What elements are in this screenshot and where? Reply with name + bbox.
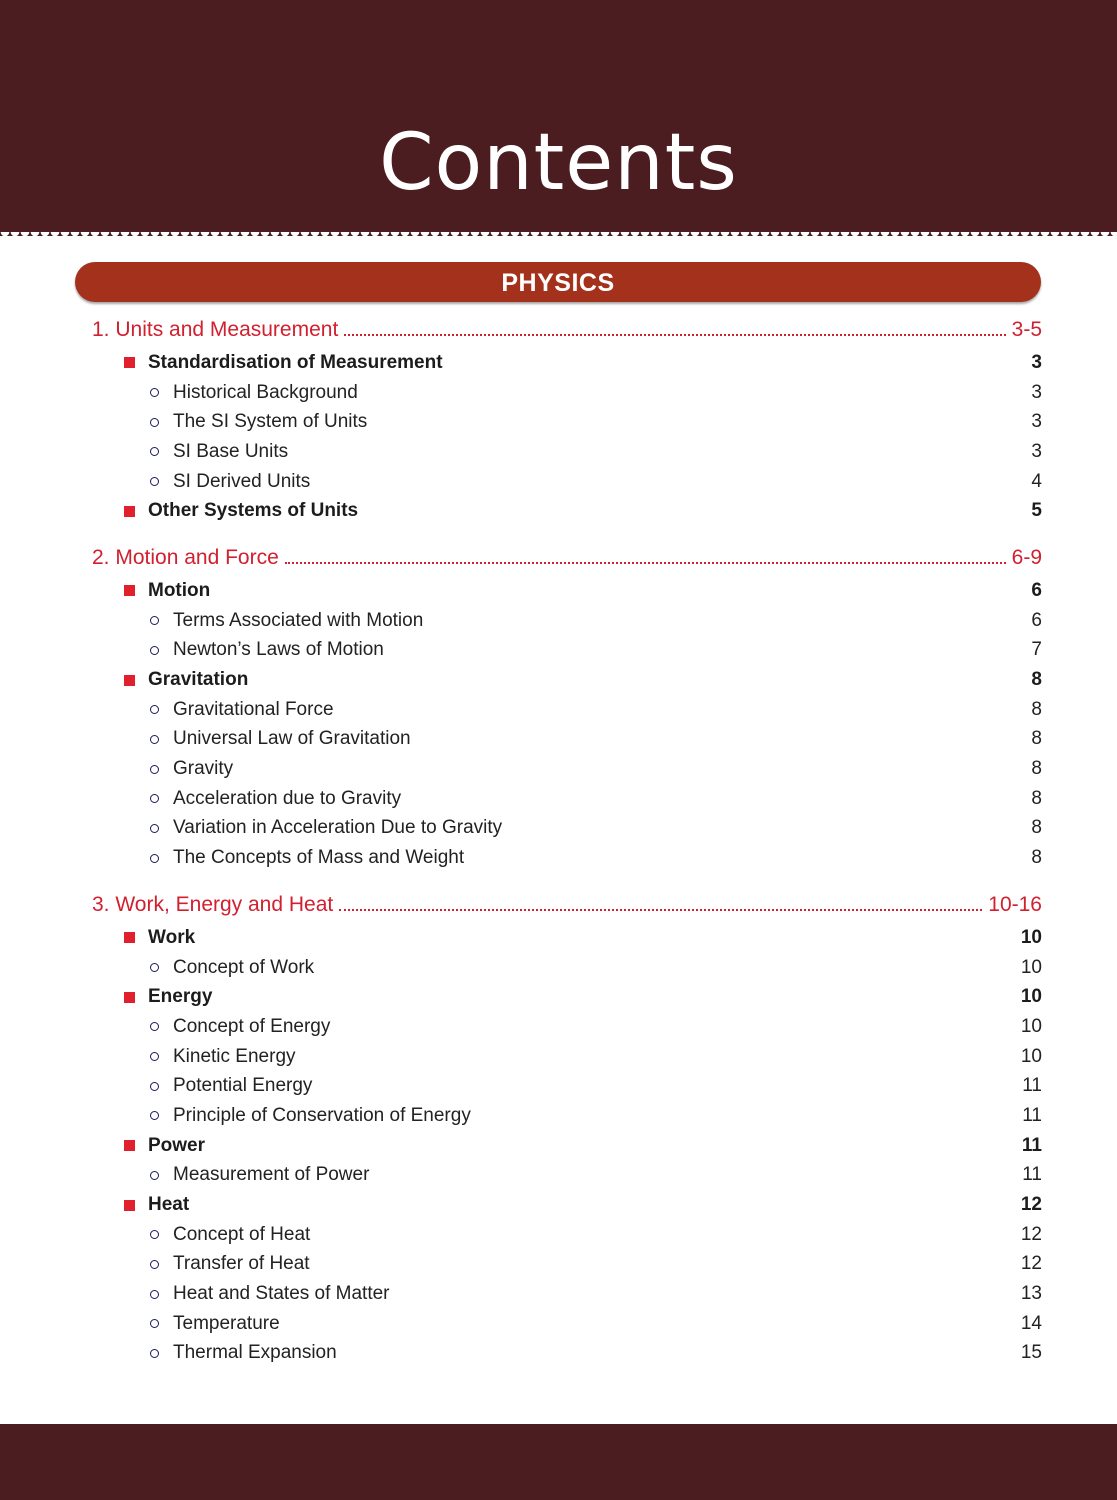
circle-bullet-icon (150, 1260, 159, 1269)
section-entry[interactable] (92, 1190, 1042, 1220)
topic-entry[interactable] (92, 754, 1042, 784)
topic-entry[interactable] (92, 1071, 1042, 1101)
topic-entry[interactable] (92, 1012, 1042, 1042)
circle-bullet-icon (150, 1052, 159, 1061)
circle-bullet-icon (150, 1022, 159, 1031)
section-label: Standardisation of Measurement (148, 351, 443, 373)
topic-page-number: 11 (1022, 1164, 1042, 1186)
topic-entry[interactable] (92, 1279, 1042, 1309)
topic-entry[interactable] (92, 378, 1042, 408)
chapter-title: 1. Units and Measurement (92, 318, 339, 341)
topic-page-number: 14 (1020, 1312, 1042, 1334)
section-page-number: 6 (1031, 579, 1042, 601)
topic-page-number: 8 (1031, 728, 1042, 750)
topic-label: Concept of Energy (173, 1015, 331, 1037)
topic-label: Concept of Heat (173, 1223, 311, 1245)
header-band (0, 0, 1117, 238)
section-entry[interactable] (92, 665, 1042, 695)
section-entry[interactable] (92, 576, 1042, 606)
topic-entry[interactable] (92, 814, 1042, 844)
topic-page-number: 8 (1031, 758, 1042, 780)
topic-page-number: 4 (1031, 470, 1042, 492)
topic-label: Transfer of Heat (173, 1253, 310, 1275)
topic-entry[interactable] (92, 843, 1042, 873)
chapter-title: 3. Work, Energy and Heat (92, 893, 334, 916)
topic-entry[interactable] (92, 695, 1042, 725)
topic-label: SI Derived Units (173, 470, 311, 492)
circle-bullet-icon (150, 1230, 159, 1239)
square-bullet-icon (124, 675, 135, 686)
section-label: Work (148, 926, 196, 948)
square-bullet-icon (124, 357, 135, 368)
chapter-page-range: 6-9 (1011, 546, 1042, 570)
chapter-page-range: 10-16 (988, 893, 1042, 916)
topic-entry[interactable] (92, 1161, 1042, 1191)
circle-bullet-icon (150, 735, 159, 744)
topic-entry[interactable] (92, 467, 1042, 497)
footer-band (0, 1424, 1117, 1500)
square-bullet-icon (124, 585, 135, 596)
scalloped-edge-top (0, 232, 1117, 240)
topic-page-number: 10 (1020, 956, 1042, 978)
section-entry[interactable] (92, 923, 1042, 953)
section-page-number: 11 (1021, 1134, 1042, 1156)
circle-bullet-icon (150, 447, 159, 456)
circle-bullet-icon (150, 388, 159, 397)
topic-entry[interactable] (92, 953, 1042, 983)
topic-page-number: 8 (1031, 847, 1042, 869)
circle-bullet-icon (150, 477, 159, 486)
topic-label: Gravity (173, 758, 234, 780)
circle-bullet-icon (150, 646, 159, 655)
topic-page-number: 15 (1020, 1342, 1042, 1364)
topic-entry[interactable] (92, 636, 1042, 666)
topic-label: Heat and States of Matter (173, 1283, 390, 1305)
section-page-number: 10 (1020, 986, 1042, 1008)
topic-page-number: 10 (1020, 1015, 1042, 1037)
chapter-page-range: 3-5 (1011, 318, 1042, 341)
chapter-gap (92, 873, 1042, 887)
topic-entry[interactable] (92, 1309, 1042, 1339)
section-page-number: 8 (1031, 669, 1042, 691)
topic-label: Acceleration due to Gravity (173, 787, 402, 809)
topic-label: Potential Energy (173, 1075, 313, 1097)
topic-label: The Concepts of Mass and Weight (173, 847, 465, 869)
topic-page-number: 7 (1031, 639, 1042, 661)
dot-leader (285, 561, 1006, 564)
topic-label: Universal Law of Gravitation (173, 728, 411, 750)
topic-entry[interactable] (92, 1220, 1042, 1250)
topic-page-number: 11 (1022, 1104, 1042, 1126)
circle-bullet-icon (150, 1111, 159, 1120)
chapter-title: 2. Motion and Force (92, 546, 279, 570)
circle-bullet-icon (150, 1290, 159, 1299)
square-bullet-icon (124, 932, 135, 943)
dot-leader (339, 908, 982, 911)
topic-page-number: 13 (1020, 1283, 1042, 1305)
square-bullet-icon (124, 506, 135, 517)
square-bullet-icon (124, 1200, 135, 1211)
topic-entry[interactable] (92, 784, 1042, 814)
square-bullet-icon (124, 992, 135, 1003)
circle-bullet-icon (150, 705, 159, 714)
topic-page-number: 8 (1031, 787, 1042, 809)
topic-label: Historical Background (173, 381, 358, 403)
section-page-number: 5 (1031, 500, 1042, 522)
topic-label: Concept of Work (173, 956, 315, 978)
section-label: Gravitation (148, 669, 249, 691)
topic-page-number: 10 (1020, 1045, 1042, 1067)
section-entry[interactable] (92, 348, 1042, 378)
circle-bullet-icon (150, 765, 159, 774)
topic-page-number: 12 (1020, 1253, 1042, 1275)
circle-bullet-icon (150, 1349, 159, 1358)
topic-label: Gravitational Force (173, 698, 334, 720)
topic-label: Terms Associated with Motion (173, 609, 424, 631)
topic-label: Thermal Expansion (173, 1342, 337, 1364)
circle-bullet-icon (150, 1171, 159, 1180)
circle-bullet-icon (150, 1082, 159, 1091)
topic-entry[interactable] (92, 606, 1042, 636)
subject-banner: PHYSICS (75, 262, 1041, 302)
section-label: Energy (148, 986, 213, 1008)
topic-page-number: 3 (1031, 411, 1042, 433)
topic-label: Newton’s Laws of Motion (173, 639, 384, 661)
section-entry[interactable] (92, 982, 1042, 1012)
topic-entry[interactable] (92, 407, 1042, 437)
circle-bullet-icon (150, 824, 159, 833)
circle-bullet-icon (150, 1319, 159, 1328)
topic-label: Kinetic Energy (173, 1045, 296, 1067)
topic-entry[interactable] (92, 437, 1042, 467)
chapter-gap (92, 526, 1042, 540)
chapter-heading[interactable] (92, 887, 1042, 923)
topic-label: Temperature (173, 1312, 280, 1334)
topic-label: SI Base Units (173, 440, 289, 462)
topic-entry[interactable] (92, 1101, 1042, 1131)
topic-entry[interactable] (92, 1339, 1042, 1369)
section-entry[interactable] (92, 496, 1042, 526)
topic-entry[interactable] (92, 725, 1042, 755)
topic-page-number: 6 (1031, 609, 1042, 631)
table-of-contents (92, 312, 1042, 1368)
section-page-number: 12 (1020, 1194, 1042, 1216)
section-entry[interactable] (92, 1131, 1042, 1161)
topic-label: Principle of Conservation of Energy (173, 1104, 471, 1126)
topic-entry[interactable] (92, 1250, 1042, 1280)
topic-page-number: 11 (1022, 1075, 1042, 1097)
topic-page-number: 3 (1031, 440, 1042, 462)
circle-bullet-icon (150, 794, 159, 803)
circle-bullet-icon (150, 854, 159, 863)
topic-page-number: 8 (1031, 698, 1042, 720)
circle-bullet-icon (150, 418, 159, 427)
topic-label: The SI System of Units (173, 411, 368, 433)
chapter-heading[interactable] (92, 540, 1042, 576)
topic-page-number: 12 (1020, 1223, 1042, 1245)
section-label: Heat (148, 1194, 190, 1216)
section-label: Power (148, 1134, 206, 1156)
circle-bullet-icon (150, 963, 159, 972)
topic-label: Measurement of Power (173, 1164, 370, 1186)
page-title: Contents (379, 118, 738, 208)
section-label: Other Systems of Units (148, 500, 359, 522)
topic-page-number: 3 (1031, 381, 1042, 403)
section-page-number: 10 (1020, 926, 1042, 948)
dot-leader (344, 333, 1005, 336)
topic-page-number: 8 (1031, 817, 1042, 839)
chapter-heading[interactable] (92, 312, 1042, 348)
topic-entry[interactable] (92, 1042, 1042, 1072)
topic-label: Variation in Acceleration Due to Gravity (173, 817, 503, 839)
section-label: Motion (148, 579, 211, 601)
circle-bullet-icon (150, 616, 159, 625)
section-page-number: 3 (1031, 351, 1042, 373)
square-bullet-icon (124, 1140, 135, 1151)
